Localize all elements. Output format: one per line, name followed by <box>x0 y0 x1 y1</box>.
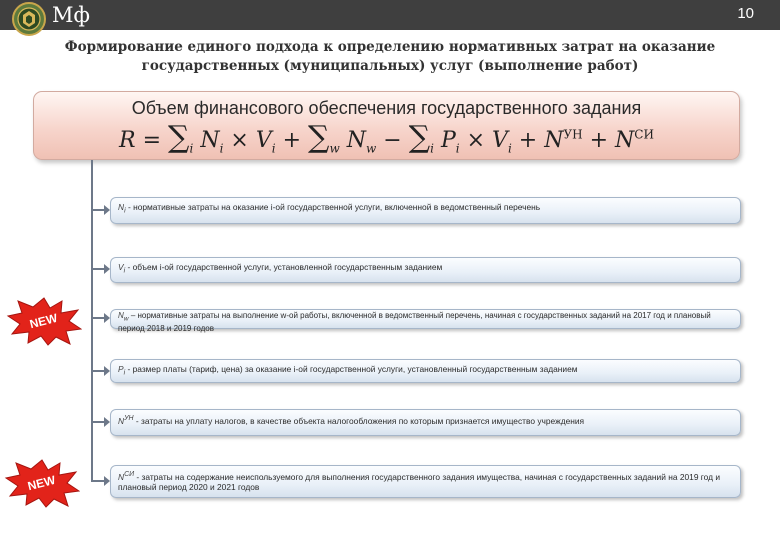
title-line-2: государственных (муниципальных) услуг (выполнение работ) <box>141 58 639 74</box>
title-line-1: Формирование единого подхода к определению нормативных затрат на оказание <box>64 39 716 55</box>
definition-item-1: $N_i$ - нормативные затраты на оказание i-ой государственной услуги, включенной в ведомственный перечень <box>110 197 741 224</box>
definition-item-2: $V_i$ - объем i-ой государственной услуги, установленной государственным заданием <box>110 257 741 283</box>
connector-arrow-6 <box>91 480 105 482</box>
connector-arrow-2 <box>91 268 105 270</box>
financing-formula-box <box>33 91 740 160</box>
new-label: NEW <box>28 310 59 332</box>
item-symbol: N <box>118 471 125 482</box>
connector-arrow-5 <box>91 421 105 423</box>
connector-arrow-3 <box>91 317 105 319</box>
financing-formula: $R = \sum_i$ $N_i \times V_i + \sum_w$ $N_w - \sum_i$ $P_i \times V_i + N^{УН} + N^{СИ}$ <box>119 120 654 156</box>
item-text: - размер платы (тариф, цена) за оказание i-ой государственной услуги, установленный государственным заданием <box>125 364 578 374</box>
definition-item-4: $P_i$ - размер платы (тариф, цена) за оказание i-ой государственной услуги, установленный государственным заданием <box>110 359 741 383</box>
item-text: – нормативные затраты на выполнение w-ой работы, включенной в ведомственный перечень, начиная с государственных заданий на 2017 год и плановый период 2018 и 2019 годов <box>118 311 711 333</box>
brand-text: Мф <box>52 3 90 27</box>
new-badge-1 <box>6 296 82 346</box>
item-text: - затраты на уплату налогов, в качестве объекта налогообложения по которым признается имущество учреждения <box>133 415 585 426</box>
connector-arrow-1 <box>91 209 105 211</box>
item-symbol: P <box>118 364 124 374</box>
top-bar <box>0 0 780 30</box>
definition-item-5: $N^{УН}$ - затраты на уплату налогов, в качестве объекта налогообложения по которым признается имущество учреждения <box>110 409 741 436</box>
item-text: - затраты на содержание неиспользуемого для выполнения государственного задания имущества, начиная с государственных заданий на 2019 год и плановый период 2020 и 2021 годов <box>118 471 721 493</box>
item-symbol: N <box>118 311 124 320</box>
item-symbol: V <box>118 262 124 272</box>
slide-title <box>60 38 720 76</box>
definition-item-6: $N^{СИ}$ - затраты на содержание неиспользуемого для выполнения государственного задания имущества, начиная с государственных заданий на 2019 год и плановый период 2020 и 2021 годов <box>110 465 741 498</box>
new-label: NEW <box>26 472 57 494</box>
formula-box-label: Объем финансового обеспечения государственного задания <box>131 98 642 118</box>
emblem-icon <box>12 2 46 36</box>
page-number: 10 <box>737 5 754 22</box>
new-badge-2 <box>4 458 80 508</box>
item-symbol: N <box>118 202 125 212</box>
connector-arrow-4 <box>91 370 105 372</box>
definition-item-3: $N_w$ – нормативные затраты на выполнение w-ой работы, включенной в ведомственный перечень, начиная с государственных заданий на 2017 год и плановый период 2018 и 2019 годов <box>110 309 741 329</box>
item-text: - нормативные затраты на оказание i-ой государственной услуги, включенной в ведомственный перечень <box>125 202 541 212</box>
item-symbol: N <box>118 415 125 426</box>
item-text: - объем i-ой государственной услуги, установленной государственным заданием <box>125 262 443 272</box>
